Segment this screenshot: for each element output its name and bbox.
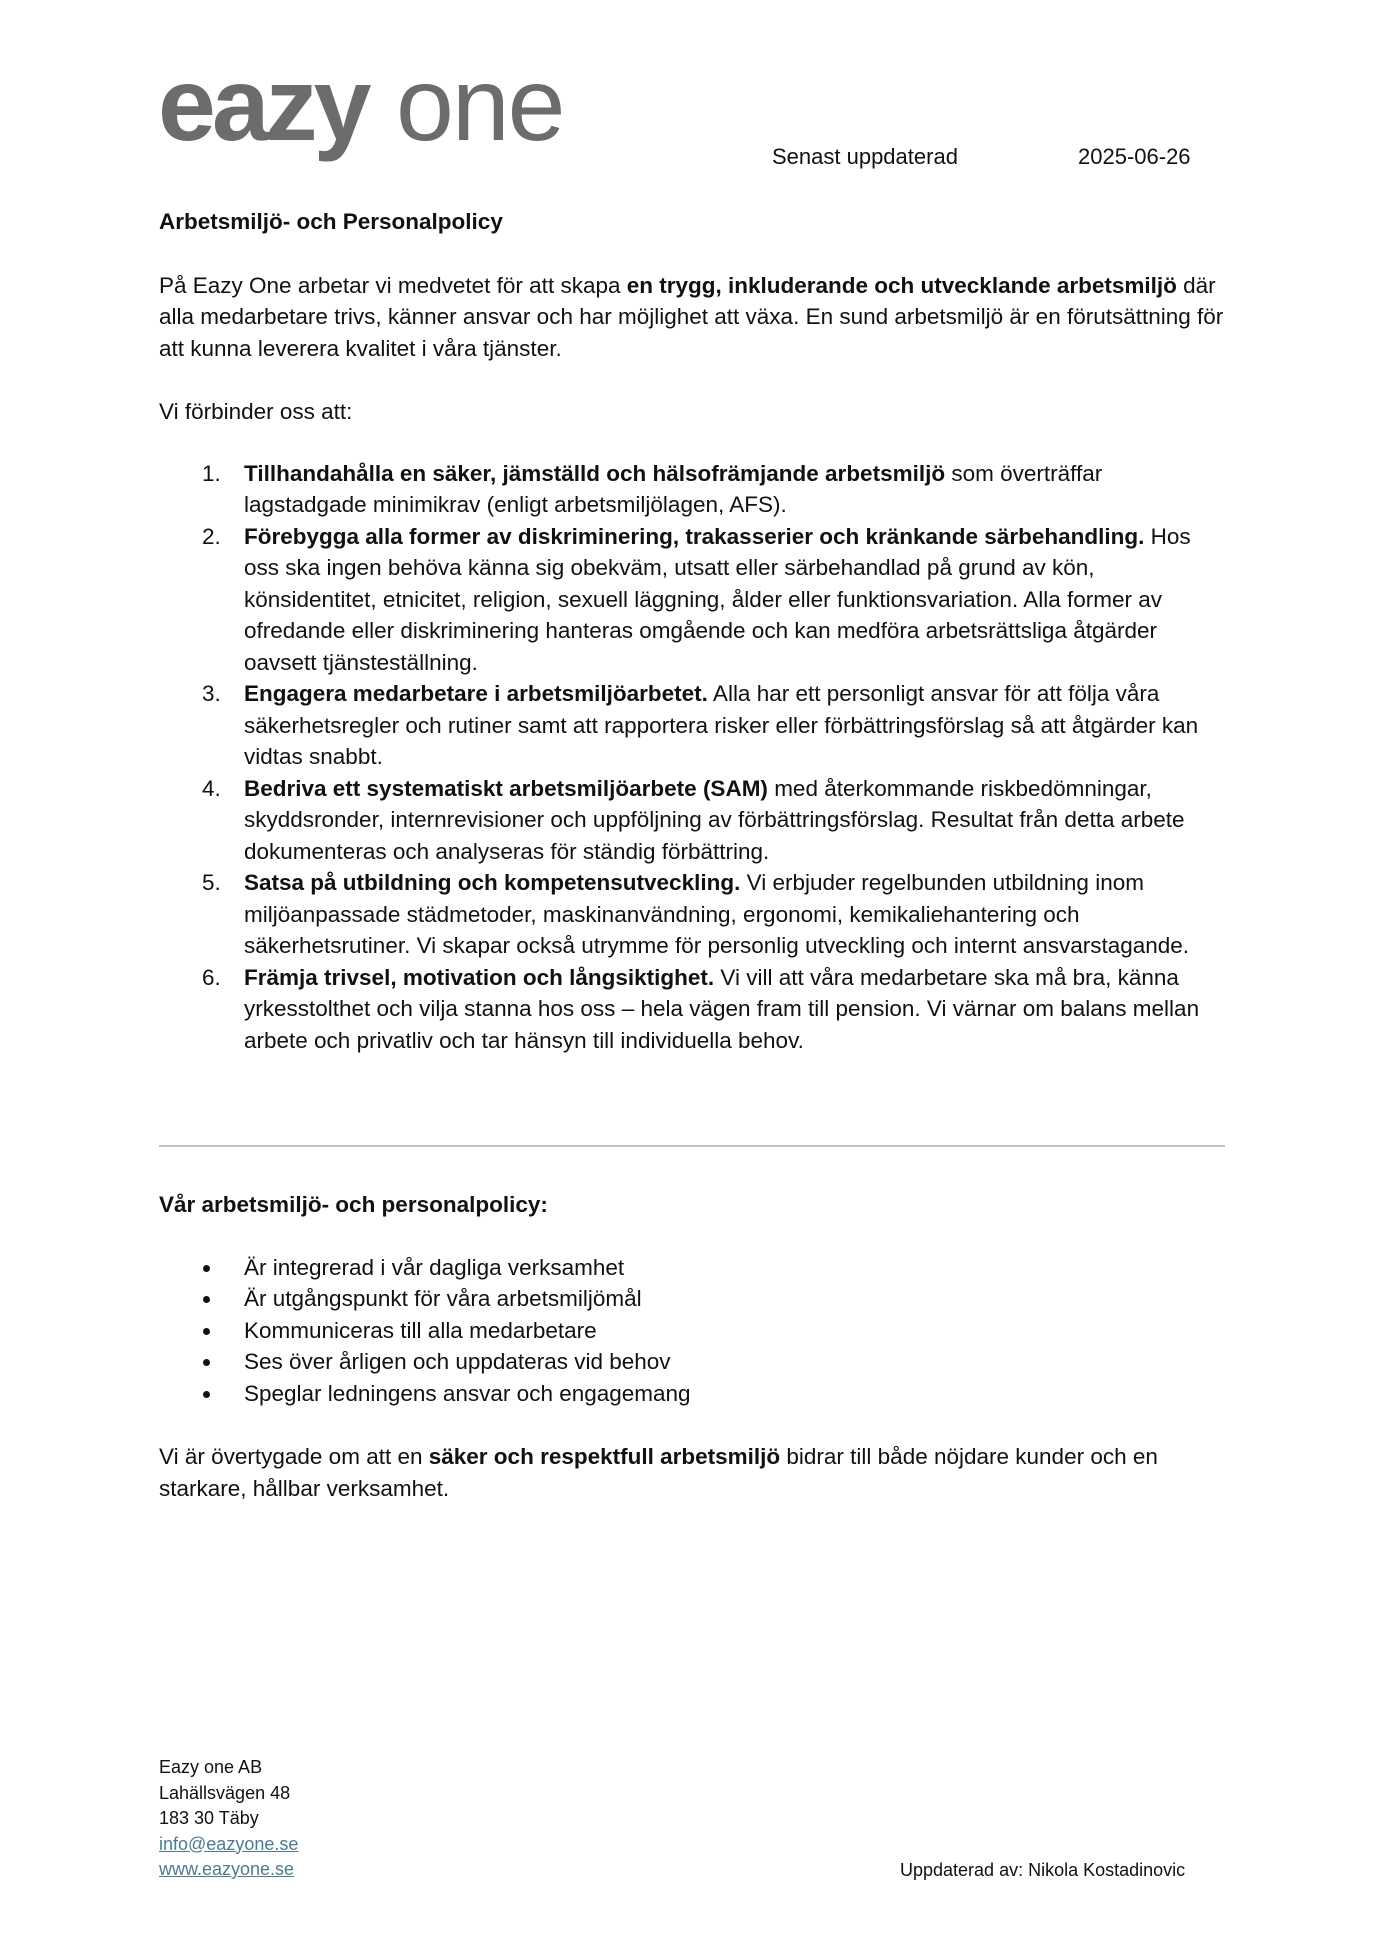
commitment-bold: Främja trivsel, motivation och långsiktighet. (244, 964, 715, 990)
bullet-icon (203, 1359, 210, 1366)
commitments-list (159, 458, 1229, 1057)
bullet-icon (203, 1391, 210, 1398)
policy-summary-heading: Vår arbetsmiljö- och personalpolicy: (159, 1192, 548, 1217)
policy-point-text: Ses över årligen och uppdateras vid behov (244, 1349, 671, 1374)
commitment-number: 5. (202, 870, 221, 895)
commitment-number: 4. (202, 775, 221, 801)
commitment-bold: Engagera medarbetare i arbetsmiljöarbetet. (244, 681, 708, 706)
commitment-bold: Förebygga alla former av diskriminering, trakasserier och kränkande särbehandling. (244, 523, 1145, 549)
commitment-item (159, 773, 1229, 868)
intro-text-end: där alla medarbetare trivs, känner ansvar och har möjlighet att växa. En sund arbetsmiljö är en förutsättning för att kunna leverera kvalitet i våra tjänster. (159, 272, 1224, 361)
logo-text-eazy: eazy (158, 62, 368, 163)
policy-point (159, 1283, 1229, 1315)
updated-by: Uppdaterad av: Nikola Kostadinovic (900, 1860, 1186, 1880)
closing-paragraph (159, 1441, 1229, 1504)
commitment-number: 6. (202, 964, 221, 990)
policy-point (159, 1378, 1229, 1410)
postal-city: 183 30 Täby (159, 1808, 259, 1828)
commitment-number: 3. (202, 681, 221, 706)
policy-point-text: Kommuniceras till alla medarbetare (244, 1317, 597, 1343)
logo-text-one: one (396, 62, 564, 163)
commitment-bold: Bedriva ett systematiskt arbetsmiljöarbete (SAM) (244, 775, 768, 801)
commitment-text: med återkommande riskbedömningar, skyddsronder, internrevisioner och uppföljning av förbättringsförslag. Resultat från detta arbete dokumenteras och analyseras för ständig förbättring. (244, 775, 1185, 864)
commitment-item (159, 458, 1229, 521)
closing-text-bold: säker och respektfull arbetsmiljö (428, 1444, 781, 1469)
policy-point (159, 1252, 1229, 1284)
closing-text-end: bidrar till både nöjdare kunder och en starkare, hållbar verksamhet. (159, 1444, 1158, 1501)
website-link[interactable]: www.eazyone.se (159, 1859, 295, 1879)
policy-point-text: Är utgångspunkt för våra arbetsmiljömål (244, 1286, 642, 1311)
company-address-block (159, 1755, 298, 1883)
email-link[interactable]: info@eazyone.se (159, 1833, 299, 1854)
closing-text-start: Vi är övertygade om att en (159, 1444, 429, 1469)
commitment-text: Hos oss ska ingen behöva känna sig obekväm, utsatt eller särbehandlad på grund av kön, könsidentitet, etnicitet, religion, sexuell läggning, ålder eller funktionsvariation. Alla former av ofredande eller diskriminering hanteras omgående och kan medföra arbetsrättsliga åtgärder oavsett tjänsteställning. (244, 523, 1191, 675)
commitment-text: Vi vill att våra medarbetare ska må bra, känna yrkesstolthet och vilja stanna hos oss – hela vägen fram till pension. Vi värnar om balans mellan arbete och privatliv och tar hänsyn till individuella behov. (244, 964, 1200, 1053)
policy-point-text: Speglar ledningens ansvar och engagemang (244, 1380, 691, 1406)
intro-text-start: På Eazy One arbetar vi medvetet för att skapa (159, 272, 627, 298)
intro-text-bold: en trygg, inkluderande och utvecklande arbetsmiljö (626, 272, 1177, 298)
commitment-item (159, 962, 1229, 1057)
bullet-icon (203, 1265, 210, 1272)
commitment-bold: Tillhandahålla en säker, jämställd och hälsofrämjande arbetsmiljö (244, 460, 946, 486)
commitment-number: 1. (202, 460, 221, 486)
company-name: Eazy one AB (159, 1757, 263, 1777)
section-divider (159, 1145, 1225, 1147)
commitment-bold: Satsa på utbildning och kompetensutveckling. (244, 870, 741, 895)
last-updated-date: 2025-06-26 (1078, 144, 1191, 169)
street-address: Lahällsvägen 48 (159, 1782, 291, 1803)
policy-summary-section (159, 1189, 1229, 1504)
commitment-item (159, 678, 1229, 773)
commitment-item (159, 867, 1229, 962)
policy-points-list (159, 1252, 1229, 1410)
commitment-lead: Vi förbinder oss att: (159, 399, 353, 424)
commitment-text: Alla har ett personligt ansvar för att följa våra säkerhetsregler och rutiner samt att rapportera risker eller förbättringsförslag så att åtgärder kan vidtas snabbt. (244, 681, 1199, 769)
logo-wordmark (158, 62, 608, 172)
commitment-text: Vi erbjuder regelbunden utbildning inom miljöanpassade städmetoder, maskinanvändning, ergonomi, kemikaliehantering och säkerhetsrutiner. Vi skapar också utrymme för personlig utveckling och internt ansvarstagande. (244, 870, 1190, 958)
commitment-number: 2. (202, 523, 221, 549)
eazyone-logo (158, 62, 608, 172)
bullet-icon (203, 1328, 210, 1335)
policy-body (159, 206, 1229, 1056)
commitment-item (159, 521, 1229, 679)
policy-point (159, 1346, 1229, 1378)
commitment-text: som överträffar lagstadgade minimikrav (enligt arbetsmiljölagen, AFS). (244, 460, 1103, 517)
policy-point-text: Är integrerad i vår dagliga verksamhet (244, 1254, 625, 1280)
bullet-icon (203, 1296, 210, 1303)
document-title: Arbetsmiljö- och Personalpolicy (159, 209, 503, 234)
policy-point (159, 1315, 1229, 1347)
intro-paragraph (159, 270, 1229, 365)
last-updated-label: Senast uppdaterad (772, 144, 958, 169)
